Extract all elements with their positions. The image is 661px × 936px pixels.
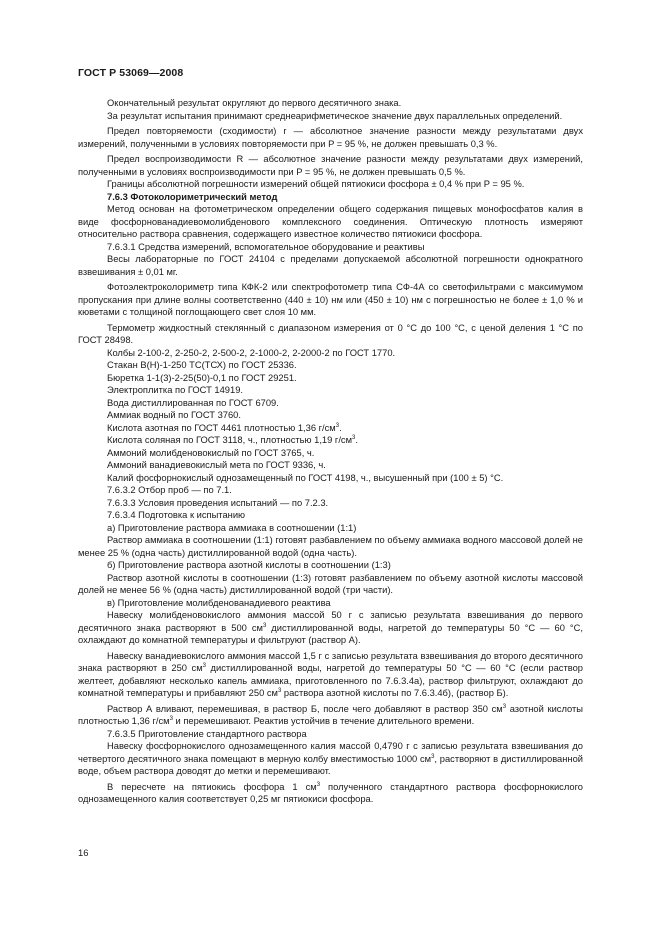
paragraph: Окончательный результат округляют до первого десятичного знака. [107,98,402,108]
paragraph: Раствор аммиака в соотношении (1:1) готовят разбавлением по объему аммиака водного массовой долей не менее 25 % (одна часть) дистиллированной водой (одна часть). [78,535,583,558]
paragraph: Фотоэлектроколориметр типа КФК-2 или спектрофотометр типа СФ-4А со светофильтрами с максимумом пропускания при длине волны соответственно (440 ± 10) нм или (450 ± 10) нм с погрешностью не более ± 1,0 % и кюветами с толщиной поглощающего свет слоя 10 мм. [78,282,583,317]
paragraph: 7.6.3.4 Подготовка к испытанию [107,510,246,520]
paragraph: Кислота соляная по ГОСТ 3118, ч., плотностью 1,19 $г/см^3$. [107,435,358,445]
paragraph: Предел повторяемости (сходимости) r — абсолютное значение разности между результатами двух измерений, полученными в условиях повторяемости при P = 95 %, не должен превышать 0,3 %. [78,126,583,149]
standard-header: ГОСТ Р 53069—2008 [78,67,184,79]
paragraph: В пересчете на пятиокись фосфора 1 $см^3$ полученного стандартного раствора фосфорнокислого однозамещенного калия соответствует 0,25 мг пятиокиси фосфора. [78,781,583,804]
paragraph: Бюретка 1-1(3)-2-25(50)-0,1 по ГОСТ 29251. [107,372,297,383]
paragraph: Навеску молибденовокислого аммония массой 50 г с записью результата взвешивания до первого десятичного знака растворяют в 500 $см^3$ дистиллированной воды, нагретой до температуры 50 °С — 60 °С, охлаждают до комнатной температуры и фильтруют (раствор А). [78,610,583,645]
paragraph: Границы абсолютной погрешности измерений общей пятиокиси фосфора ± 0,4 % при P = 95 %. [107,179,525,189]
paragraph: Электроплитка по ГОСТ 14919. [107,385,243,395]
paragraph: Раствор А вливают, перемешивая, в раствор Б, после чего добавляют в раствор 350 $см^3$ азотной кислоты плотностью 1,36 $г/см^3$ и перемешивают. Реактив устойчив в течение длительного времени. [78,703,584,726]
paragraph: Вода дистиллированная по ГОСТ 6709. [107,397,279,408]
paragraph: Навеску ванадиевокислого аммония массой 1,5 г с записью результата взвешивания до второго десятичного знака растворяют в 250 $см^3$ дистиллированной воды, нагретой до температуры 50 °С — 60 °С (если раствор желтеет, добавляют несколько капель аммиака, приготовленного по 7.6.3.4а), раствор фильтруют, охлаждают до комнатной температуры и прибавляют 250 $см^3$ раствора азотной кислоты по 7.6.3.4б), (раствор Б). [78,650,584,698]
paragraph: Аммоний молибденовокислый по ГОСТ 3765, ч. [107,447,315,458]
paragraph: Предел воспроизводимости R — абсолютное значение разности между результатами двух измерений, полученными в условиях воспроизводимости при P = 95 %, не должен превышать 0,5 %. [78,154,583,177]
paragraph: б) Приготовление раствора азотной кислоты в соотношении (1:3) [107,560,391,570]
paragraph: Раствор азотной кислоты в соотношении (1:3) готовят разбавлением по объему азотной кислоты массовой долей не менее 56 % (одна часть) дистиллированной водой (три части). [78,572,583,595]
paragraph: а) Приготовление раствора аммиака в соотношении (1:1) [107,522,357,533]
paragraph: Колбы 2-100-2, 2-250-2, 2-500-2, 2-1000-2, 2-2000-2 по ГОСТ 1770. [107,347,396,358]
paragraph: Аммоний ванадиевокислый мета по ГОСТ 9336, ч. [107,460,326,470]
paragraph: Термометр жидкостный стеклянный с диапазоном измерения от 0 °С до 100 °С, с ценой деления 1 °С по ГОСТ 28498. [78,322,583,345]
page-number: 16 [78,848,89,858]
paragraph: 7.6.3.1 Средства измерений, вспомогательное оборудование и реактивы [107,241,425,252]
paragraph: 7.6.3.2 Отбор проб — по 7.1. [107,485,232,495]
paragraph: в) Приготовление молибденованадиевого реактива [107,597,331,608]
paragraph: Калий фосфорнокислый однозамещенный по ГОСТ 4198, ч., высушенный при (100 ± 5) °С. [107,472,504,483]
paragraph: Навеску фосфорнокислого однозамещенного калия массой 0,4790 г с записью результата взвешивания до четвертого десятичного знака помещают в мерную колбу вместимостью 1000 $см^3$, растворяют в дистиллированной воде, объем раствора доводят до метки и перемешивают. [78,741,583,776]
section-heading: 7.6.3 Фотоколориметрический метод [107,191,278,202]
paragraph: Аммиак водный по ГОСТ 3760. [107,410,241,420]
paragraph: За результат испытания принимают среднеарифметическое значение двух параллельных определений. [107,110,563,121]
document-body [78,97,583,806]
paragraph: Метод основан на фотометрическом определении общего содержания пищевых монофосфатов калия в виде фосфорнованадиевомолибденового комплексного соединения. Оптическую плотность измеряют относительно раствора сравнения, содержащего известное количество пятиокиси фосфора. [78,204,583,239]
paragraph: 7.6.3.5 Приготовление стандартного раствора [107,728,307,739]
paragraph: 7.6.3.3 Условия проведения испытаний — по 7.2.3. [107,497,329,508]
paragraph: Весы лабораторные по ГОСТ 24104 с пределами допускаемой абсолютной погрешности однократного взвешивания ± 0,01 мг. [78,254,583,277]
paragraph: Кислота азотная по ГОСТ 4461 плотностью 1,36 $г/см^3$. [107,422,342,433]
paragraph: Стакан В(Н)-1-250 ТС(ТСХ) по ГОСТ 25336. [107,360,297,370]
